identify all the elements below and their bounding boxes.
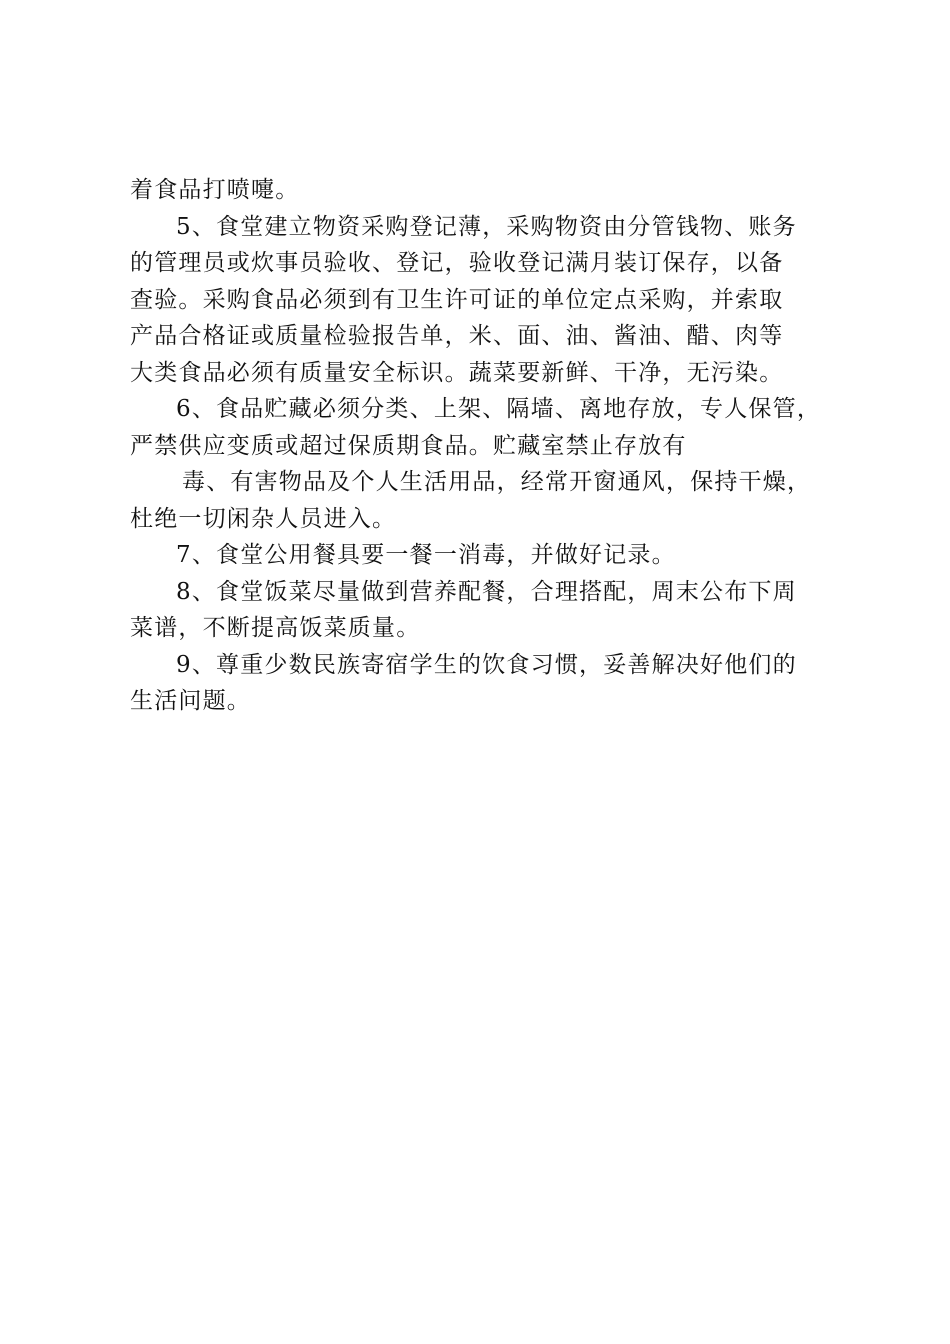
text-line: 9、尊重少数民族寄宿学生的饮食习惯，妥善解决好他们的 [176, 651, 797, 678]
text-line: 查验。采购食品必须到有卫生许可证的单位定点采购，并索取 [130, 286, 784, 313]
text-line: 杜绝一切闲杂人员进入。 [130, 505, 397, 532]
text-line: 5、食堂建立物资采购登记薄，采购物资由分管钱物、账务 [176, 213, 797, 240]
text-line: 大类食品必须有质量安全标识。蔬菜要新鲜、干净，无污染。 [130, 359, 784, 386]
text-line: 生活问题。 [130, 688, 251, 714]
text-line: 着食品打喷嚏。 [130, 177, 300, 203]
text-line: 8、食堂饭菜尽量做到营养配餐，合理搭配，周末公布下周 [176, 578, 797, 605]
text-line: 毒、有害物品及个人生活用品，经常开窗通风，保持干燥， [182, 469, 812, 495]
text-line: 产品合格证或质量检验报告单，米、面、油、酱油、醋、肉等 [130, 323, 784, 349]
text-line: 严禁供应变质或超过保质期食品。贮藏室禁止存放有 [130, 432, 687, 459]
text-line: 6、食品贮藏必须分类、上架、隔墙、离地存放，专人保管， [176, 396, 822, 422]
text-line: 的管理员或炊事员验收、登记，验收登记满月装订保存，以备 [130, 250, 784, 276]
text-line: 菜谱，不断提高饭菜质量。 [130, 615, 421, 641]
document-body [130, 172, 840, 720]
text-line: 7、食堂公用餐具要一餐一消毒，并做好记录。 [176, 542, 676, 568]
